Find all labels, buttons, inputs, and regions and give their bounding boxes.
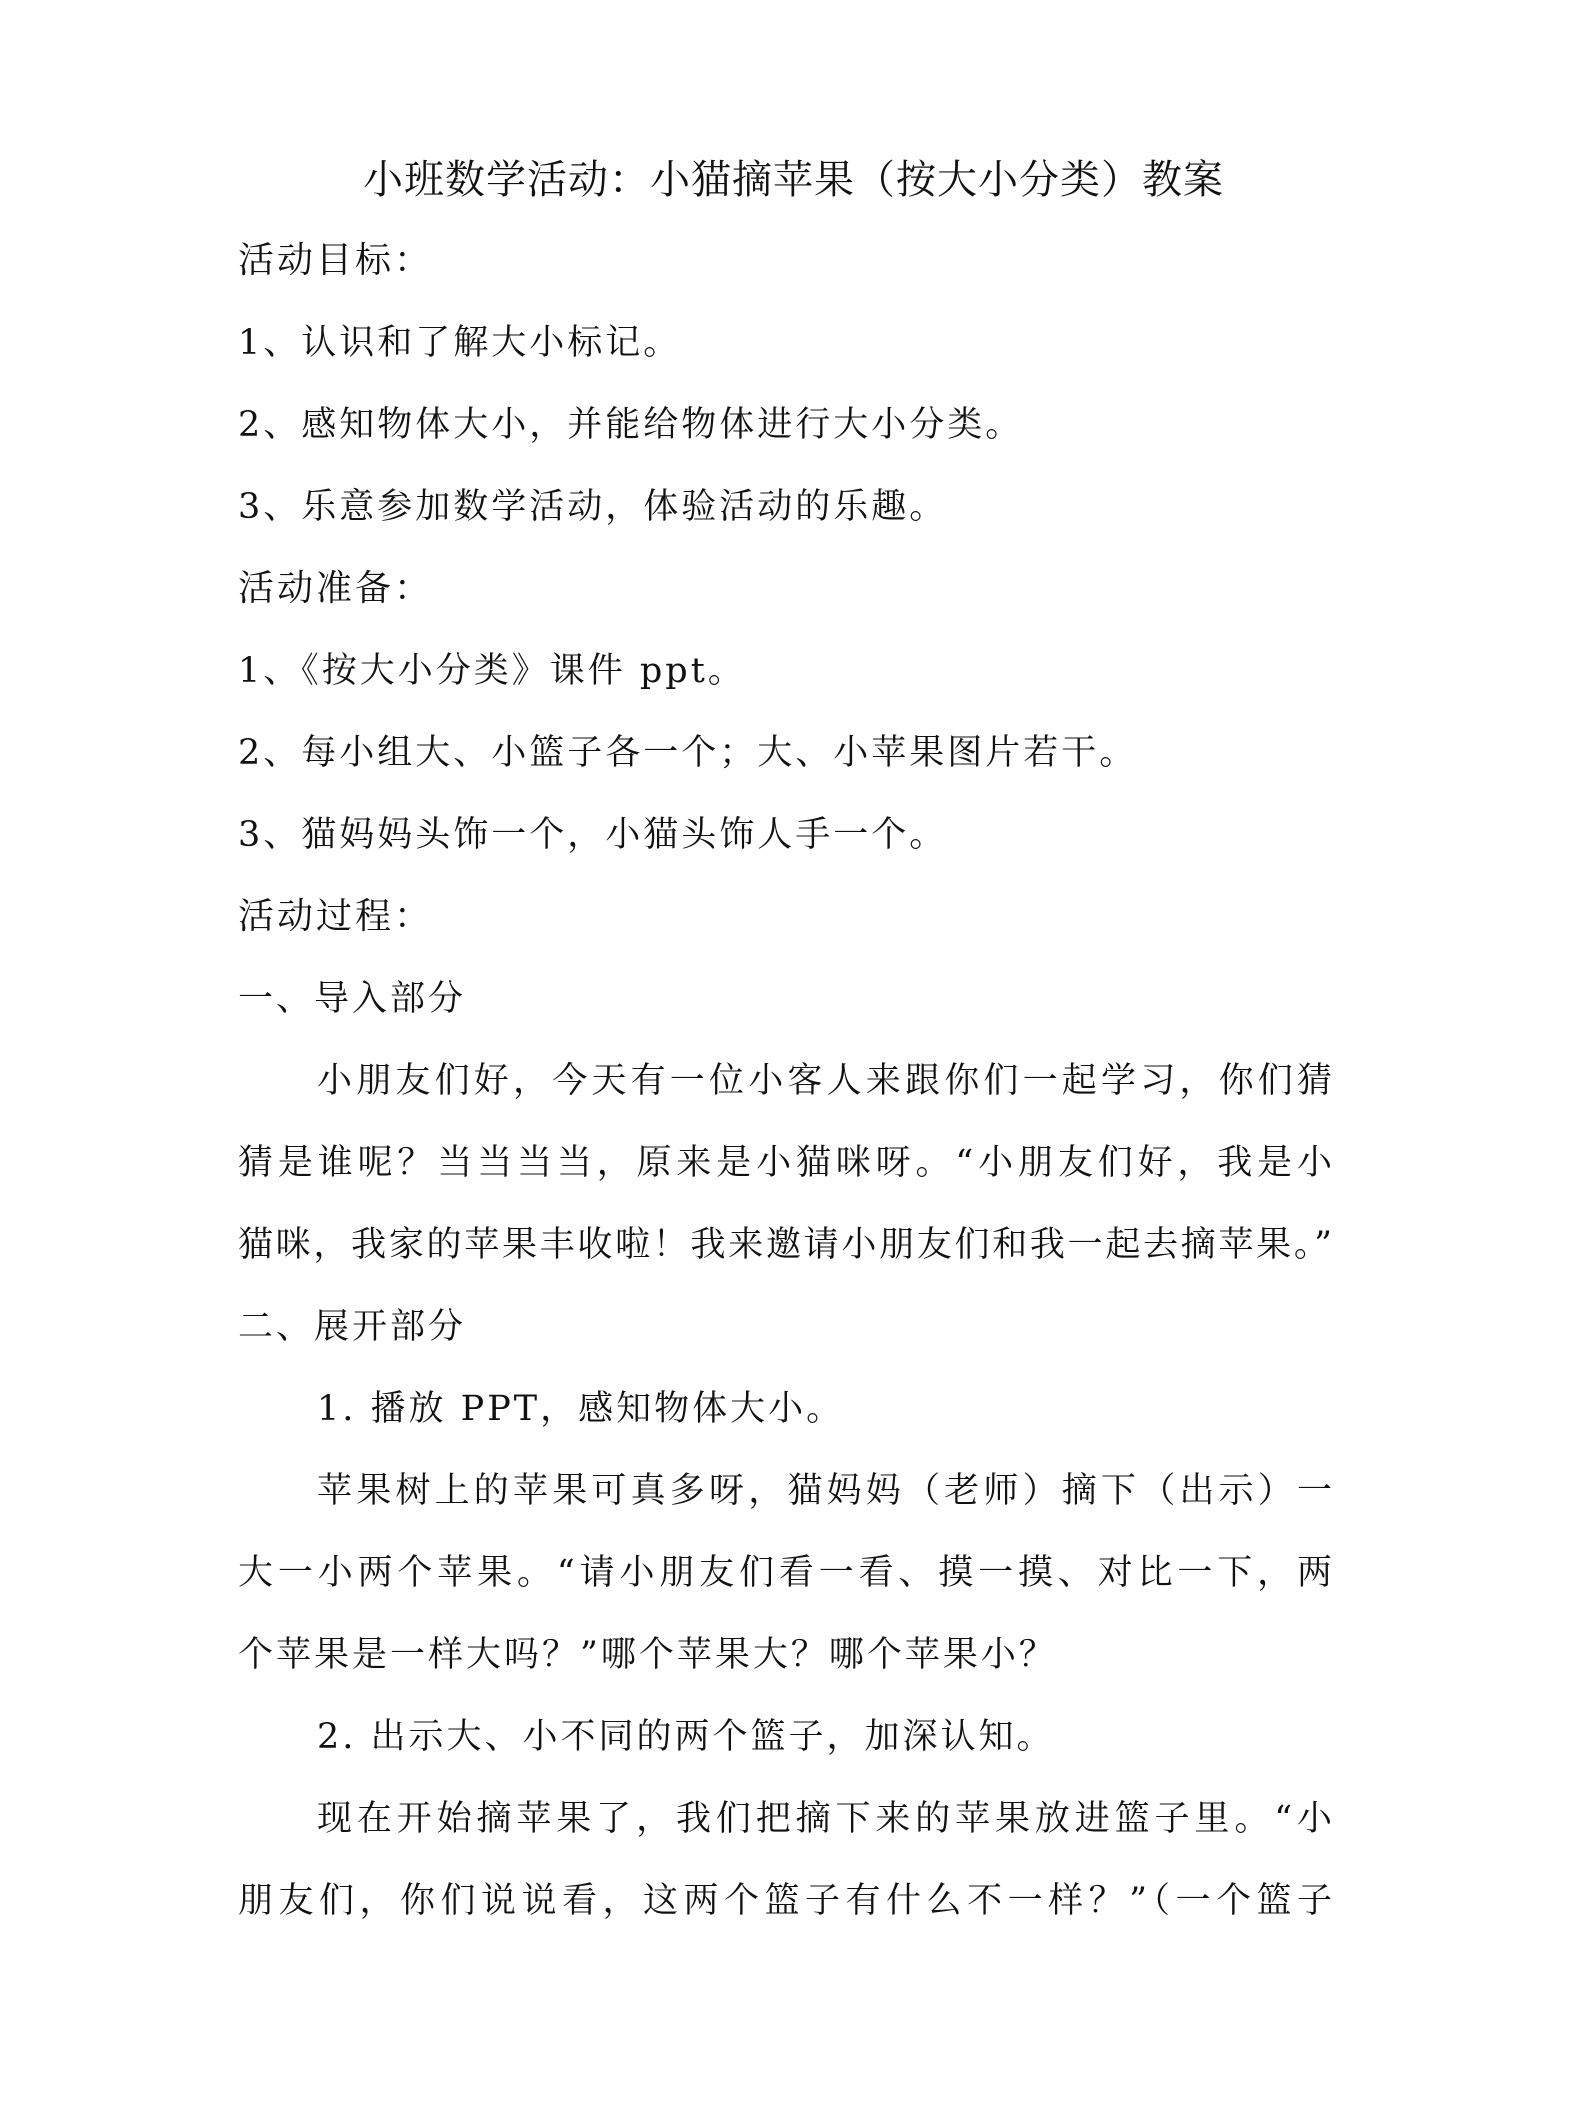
text-line: 2. 出示大、小不同的两个篮子，加深认知。 bbox=[317, 1717, 1055, 1757]
text-line: 1. 播放 PPT，感知物体大小。 bbox=[317, 1389, 845, 1429]
text-line: 2、感知物体大小，并能给物体进行大小分类。 bbox=[238, 405, 1024, 445]
section-heading: 活动准备： bbox=[238, 568, 434, 609]
section-heading: 活动过程： bbox=[238, 896, 434, 937]
document-title: 小班数学活动：小猫摘苹果（按大小分类）教案 bbox=[363, 157, 1224, 203]
text-line: 猜是谁呢？当当当当，原来是小猫咪呀。“小朋友们好，我是小 bbox=[238, 1143, 1332, 1183]
text-line: 猫咪，我家的苹果丰收啦！我来邀请小朋友们和我一起去摘苹果。” bbox=[238, 1225, 1332, 1265]
text-line: 一、导入部分 bbox=[238, 979, 467, 1019]
text-line: 现在开始摘苹果了，我们把摘下来的苹果放进篮子里。“小 bbox=[317, 1799, 1332, 1839]
text-line: 3、猫妈妈头饰一个，小猫头饰人手一个。 bbox=[238, 815, 948, 855]
section-heading: 活动目标： bbox=[238, 240, 434, 281]
text-line: 1、认识和了解大小标记。 bbox=[238, 323, 682, 363]
text-line: 苹果树上的苹果可真多呀，猫妈妈（老师）摘下（出示）一 bbox=[317, 1471, 1332, 1511]
text-line: 小朋友们好，今天有一位小客人来跟你们一起学习，你们猜 bbox=[317, 1061, 1332, 1101]
text-line: 个苹果是一样大吗？”哪个苹果大？哪个苹果小？ bbox=[238, 1635, 1057, 1675]
text-line: 大一小两个苹果。“请小朋友们看一看、摸一摸、对比一下，两 bbox=[238, 1553, 1332, 1593]
text-line: 1、《按大小分类》课件 ppt。 bbox=[238, 651, 746, 691]
text-line: 二、展开部分 bbox=[238, 1307, 467, 1347]
document-body bbox=[238, 220, 1332, 1942]
text-line: 朋友们，你们说说看，这两个篮子有什么不一样？”（一个篮子 bbox=[238, 1881, 1332, 1921]
text-line: 2、每小组大、小篮子各一个；大、小苹果图片若干。 bbox=[238, 733, 1138, 773]
text-line: 3、乐意参加数学活动，体验活动的乐趣。 bbox=[238, 487, 948, 527]
